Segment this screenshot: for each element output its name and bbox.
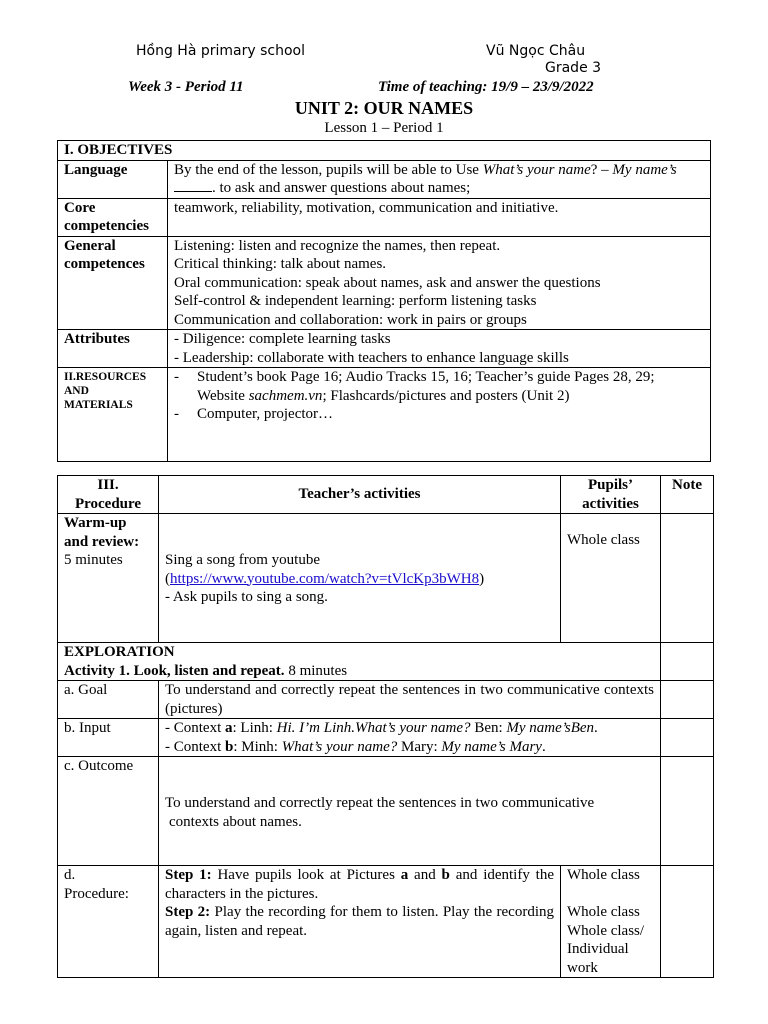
language-text-part: What’s your name: [482, 161, 591, 178]
goal-note: [661, 681, 714, 719]
input-part: Mary:: [397, 738, 442, 755]
blank-line: [174, 179, 212, 192]
language-text: [168, 160, 711, 198]
activity1-title: Activity 1. Look, listen and repeat.: [64, 662, 285, 679]
input-part: .: [541, 738, 546, 755]
core-label-line: Core: [64, 199, 96, 216]
step-part: b: [441, 867, 450, 883]
input-part: My name’s Mary: [441, 738, 542, 755]
exploration-title: EXPLORATION: [64, 644, 175, 660]
outcome-label: c. Outcome: [58, 757, 159, 866]
pupils-line: Individual: [567, 941, 629, 957]
outcome-line: To understand and correctly repeat the sentences in two communicative: [165, 795, 595, 811]
warmup-note: [661, 514, 714, 643]
attributes-line: - Diligence: complete learning tasks: [174, 331, 391, 347]
resources-part: Computer, projector…: [197, 406, 334, 422]
pupils-line: Whole class: [567, 904, 640, 920]
col-pupils-line: activities: [582, 495, 639, 512]
input-part: My name’sBen: [506, 720, 595, 736]
unit-title: UNIT 2: OUR NAMES: [294, 98, 474, 118]
procedure-steps: [159, 866, 561, 978]
col-procedure: [58, 476, 159, 514]
warmup-ask: - Ask pupils to sing a song.: [165, 589, 328, 605]
resources-label-line: II.RESOURCES: [64, 371, 147, 383]
col-pupils: [561, 476, 661, 514]
warmup-label: [58, 514, 159, 643]
resources-label-line: MATERIALS: [64, 399, 133, 411]
procedure-note: [661, 866, 714, 978]
step2-label: Step 2:: [165, 904, 211, 920]
procedure-table: [57, 475, 714, 978]
youtube-link[interactable]: https://www.youtube.com/watch?v=tVlcKp3bWH8: [170, 570, 480, 587]
school-name: Hồng Hà primary school: [136, 43, 305, 59]
step-part: a: [400, 867, 409, 883]
step-part: and: [408, 867, 442, 883]
pupils-line: work: [567, 959, 598, 976]
objectives-table: [57, 140, 711, 462]
attributes-label: Attributes: [58, 330, 168, 368]
col-teacher: Teacher’s activities: [159, 476, 561, 514]
resources-part: 29; Website: [197, 369, 655, 404]
procedure-label-line: d.: [64, 867, 76, 883]
goal-label: a. Goal: [58, 681, 159, 719]
input-note: [661, 719, 714, 757]
resources-part: ; Flashcards/pictures and posters (Unit 2): [322, 387, 570, 404]
general-label: [58, 236, 168, 330]
general-text: [168, 236, 711, 330]
exploration-note: [661, 643, 714, 681]
resources-website: sachmem.vn: [248, 387, 323, 404]
general-line: Self-control & independent learning: perform listening tasks: [174, 293, 537, 309]
input-part: What’s your name?: [281, 738, 398, 755]
resources-text: [168, 368, 711, 462]
col-procedure-line: Procedure: [74, 495, 142, 512]
language-text-part: My name’s: [612, 161, 677, 178]
general-line: Listening: listen and recognize the names, then repeat.: [174, 237, 501, 254]
pupils-line: Whole class/: [567, 922, 645, 939]
input-label: b. Input: [58, 719, 159, 757]
lesson-title: Lesson 1 – Period 1: [324, 120, 444, 136]
step-part: and identify the characters in the pictures.: [165, 867, 554, 902]
input-part: .: [594, 720, 598, 736]
general-line: Oral communication: speak about names, ask and answer the questions: [174, 274, 601, 291]
outcome-line: contexts about names.: [169, 813, 302, 830]
language-text-part: . to ask and answer questions about names;: [212, 180, 471, 196]
paren: ): [479, 570, 485, 587]
col-note: Note: [661, 476, 714, 514]
resources-label: [58, 368, 168, 462]
goal-text: To understand and correctly repeat the sentences in two communicative contexts (pictures): [159, 681, 661, 719]
objectives-heading: I. OBJECTIVES: [58, 141, 711, 161]
col-pupils-line: Pupils’: [587, 477, 633, 493]
input-part: Hi. I’m Linh.What’s your name?: [276, 720, 471, 736]
attributes-line: - Leadership: collaborate with teachers to enhance language skills: [174, 349, 569, 366]
procedure-label: [58, 866, 159, 978]
col-procedure-line: III.: [97, 477, 119, 493]
input-part: - Context: [165, 738, 225, 755]
outcome-text: [159, 757, 661, 866]
attributes-text: [168, 330, 711, 368]
input-part: : Minh:: [233, 738, 282, 755]
core-label: [58, 198, 168, 236]
general-label-line: General: [64, 237, 116, 254]
resources-label-line: AND: [64, 385, 89, 397]
teacher-name: Vũ Ngọc Châu: [486, 43, 586, 59]
general-line: Critical thinking: talk about names.: [174, 256, 387, 272]
general-label-line: competences: [64, 256, 145, 272]
language-label: Language: [58, 160, 168, 198]
grade: Grade 3: [545, 60, 602, 76]
outcome-note: [661, 757, 714, 866]
procedure-label-line: Procedure:: [64, 885, 129, 902]
exploration-heading: [58, 643, 661, 681]
language-text-part: ? –: [590, 161, 613, 178]
warmup-pupils: Whole class: [561, 514, 661, 643]
paren: (: [165, 570, 170, 587]
week-period: Week 3 - Period 11: [128, 79, 244, 95]
input-part: : Linh:: [232, 720, 277, 736]
time-of-teaching: Time of teaching: 19/9 – 23/9/2022: [378, 79, 594, 95]
step1-label: Step 1:: [165, 867, 212, 883]
input-part: b: [225, 738, 234, 755]
warmup-activities: [159, 514, 561, 643]
step-part: Have pupils look at Pictures: [211, 867, 401, 883]
core-text: teamwork, reliability, motivation, communication and initiative.: [168, 198, 711, 236]
warmup-line: Warm-up: [64, 515, 127, 531]
input-part: a: [225, 720, 233, 736]
pupils-line: Whole class: [567, 867, 640, 883]
general-line: Communication and collaboration: work in pairs or groups: [174, 311, 527, 328]
resources-part: Student’s book Page 16; Audio Tracks 15, 16; Teacher’s guide Pages 28,: [197, 369, 632, 385]
core-label-line: competencies: [64, 218, 149, 234]
input-text: [159, 719, 661, 757]
activity1-time: 8 minutes: [284, 662, 348, 679]
bullet-dash: -: [174, 369, 179, 385]
input-part: - Context: [165, 720, 225, 736]
bullet-dash: -: [174, 406, 179, 422]
procedure-pupils: [561, 866, 661, 978]
warmup-song: Sing a song from youtube: [165, 552, 320, 568]
step-part: Play the recording for them to listen. Play the recording again, listen and repeat.: [165, 904, 554, 939]
input-part: Ben:: [470, 720, 507, 736]
language-text-part: By the end of the lesson, pupils will be able to Use: [174, 161, 483, 178]
warmup-duration: 5 minutes: [64, 552, 123, 568]
warmup-line: and review:: [64, 533, 140, 550]
